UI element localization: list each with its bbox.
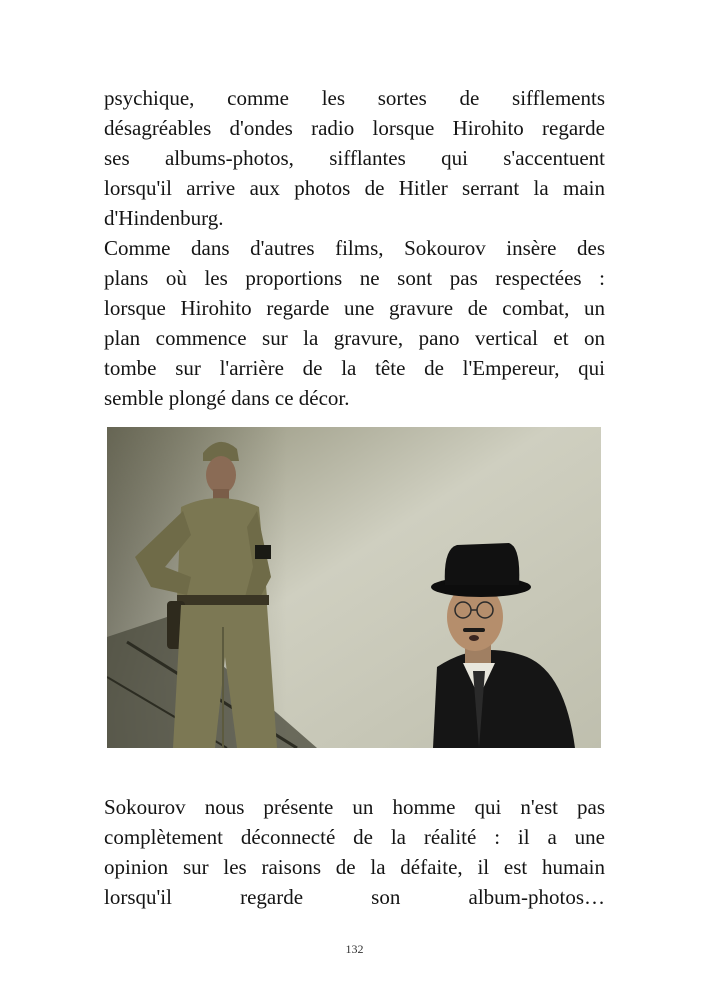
paragraph-3 bbox=[104, 792, 605, 912]
text-line: lorsque Hirohito regarde une gravure de combat, un bbox=[104, 296, 605, 320]
text-line: plans où les proportions ne sont pas respectées : bbox=[104, 266, 605, 290]
text-line: d'Hindenburg. bbox=[104, 206, 224, 230]
text-line: plan commence sur la gravure, pano vertical et on bbox=[104, 326, 605, 350]
text-line: tombe sur l'arrière de la tête de l'Empereur, qui bbox=[104, 356, 605, 380]
text-line: lorsqu'il regarde son album-photos… bbox=[104, 885, 605, 909]
text-line: complètement déconnecté de la réalité : il a une bbox=[104, 825, 605, 849]
text-line: opinion sur les raisons de la défaite, il est humain bbox=[104, 855, 605, 879]
paragraph-1 bbox=[104, 83, 605, 233]
paragraph-2 bbox=[104, 233, 605, 413]
film-still-photo bbox=[107, 427, 601, 748]
text-line: ses albums-photos, sifflantes qui s'accentuent bbox=[104, 146, 605, 170]
page-number: 132 bbox=[345, 942, 364, 956]
film-still-illustration bbox=[107, 427, 601, 748]
text-line: psychique, comme les sortes de sifflements bbox=[104, 86, 605, 110]
text-line: semble plongé dans ce décor. bbox=[104, 386, 350, 410]
text-line: désagréables d'ondes radio lorsque Hirohito regarde bbox=[104, 116, 605, 140]
text-line: lorsqu'il arrive aux photos de Hitler serrant la main bbox=[104, 176, 605, 200]
text-line: Sokourov nous présente un homme qui n'est pas bbox=[104, 795, 605, 819]
text-line: Comme dans d'autres films, Sokourov insère des bbox=[104, 236, 605, 260]
